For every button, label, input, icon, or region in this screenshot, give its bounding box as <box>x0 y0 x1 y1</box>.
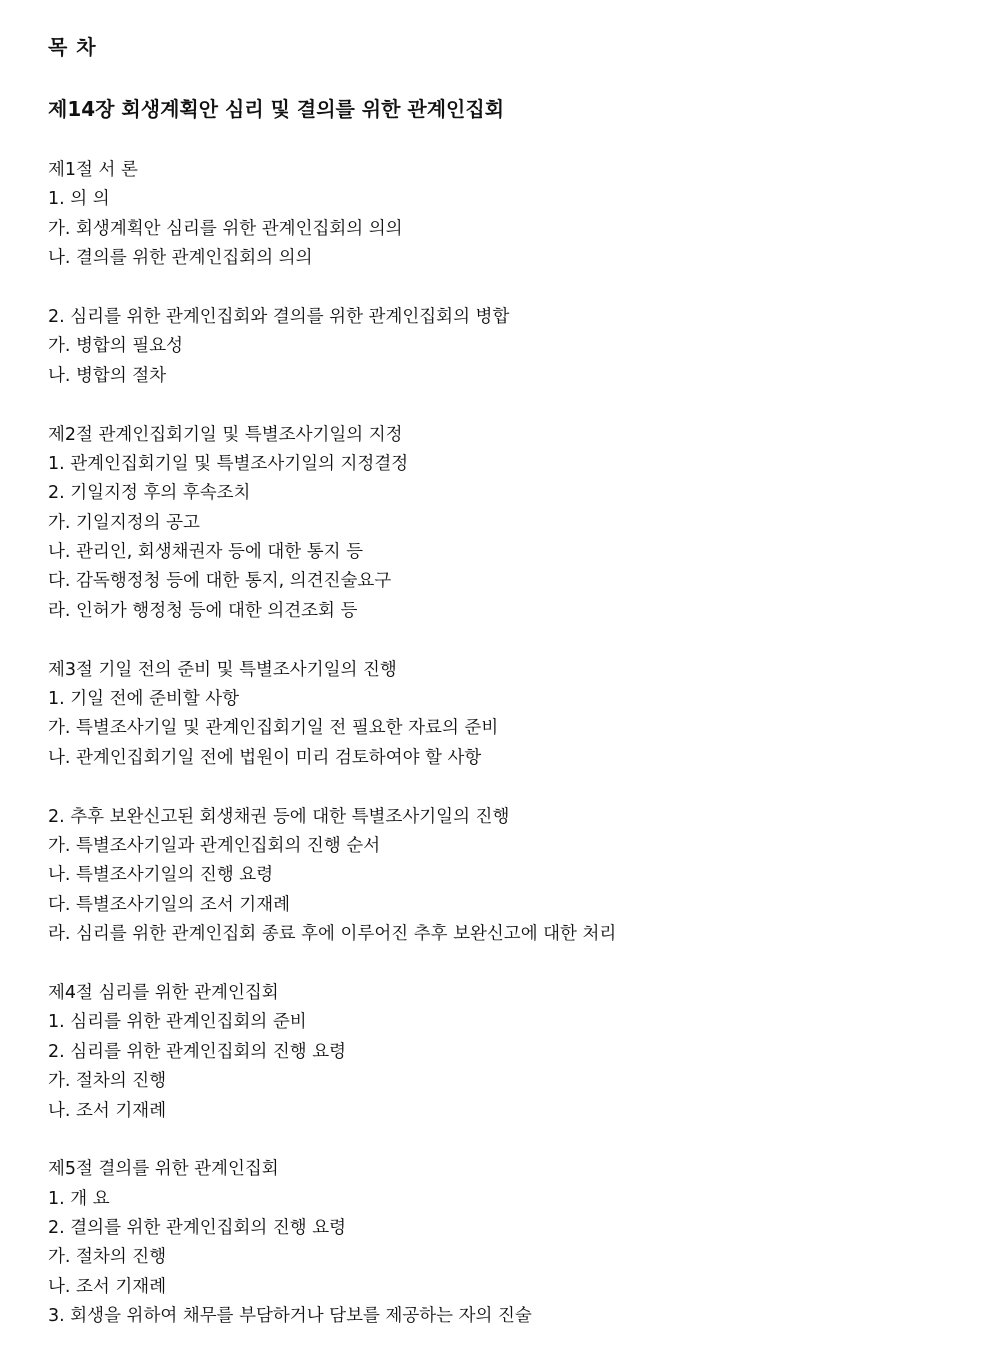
toc-entry: 가. 특별조사기일과 관계인집회의 진행 순서 <box>48 835 381 856</box>
toc-entry: 가. 기일지정의 공고 <box>48 512 200 533</box>
chapter-title: 제14장 회생계획안 심리 및 결의를 위한 관계인집회 <box>48 97 505 121</box>
toc-entry: 다. 특별조사기일의 조서 기재례 <box>48 894 291 915</box>
toc-entry: 나. 관계인집회기일 전에 법원이 미리 검토하여야 할 사항 <box>48 747 482 768</box>
toc-entry: 라. 인허가 행정청 등에 대한 의견조회 등 <box>48 600 358 621</box>
toc-entry: 나. 조서 기재례 <box>48 1276 167 1297</box>
toc-entries <box>48 156 968 1332</box>
toc-entry: 가. 특별조사기일 및 관계인집회기일 전 필요한 자료의 준비 <box>48 718 499 739</box>
toc-entry: 1. 관계인집회기일 및 특별조사기일의 지정결정 <box>48 453 409 474</box>
toc-entry: 다. 감독행정청 등에 대한 통지, 의견진술요구 <box>48 571 392 592</box>
toc-entry: 1. 기일 전에 준비할 사항 <box>48 689 240 710</box>
toc-entry: 나. 조서 기재례 <box>48 1100 167 1121</box>
document-page <box>48 30 968 1361</box>
toc-entry: 제5절 결의를 위한 관계인집회 <box>48 1159 279 1180</box>
toc-entry: 나. 관리인, 회생채권자 등에 대한 통지 등 <box>48 542 363 563</box>
toc-entry: 나. 결의를 위한 관계인집회의 의의 <box>48 248 313 269</box>
toc-section-block <box>48 156 968 274</box>
toc-entry: 나. 특별조사기일의 진행 요령 <box>48 865 274 886</box>
toc-entry: 2. 추후 보완신고된 회생채권 등에 대한 특별조사기일의 진행 <box>48 806 510 827</box>
toc-entry: 가. 절차의 진행 <box>48 1247 167 1268</box>
toc-section-block <box>48 979 968 1126</box>
toc-entry: 가. 절차의 진행 <box>48 1071 167 1092</box>
toc-heading: 목 차 <box>48 35 97 59</box>
toc-entry: 라. 심리를 위한 관계인집회 종료 후에 이루어진 추후 보완신고에 대한 처리 <box>48 924 617 945</box>
toc-section-block <box>48 1155 968 1331</box>
toc-entry: 2. 기일지정 후의 후속조치 <box>48 483 251 504</box>
toc-section-block <box>48 303 968 391</box>
toc-entry: 2. 결의를 위한 관계인집회의 진행 요령 <box>48 1218 347 1239</box>
toc-entry: 나. 병합의 절차 <box>48 365 167 386</box>
toc-entry: 제2절 관계인집회기일 및 특별조사기일의 지정 <box>48 424 403 445</box>
toc-entry: 가. 병합의 필요성 <box>48 336 184 357</box>
toc-entry: 제1절 서 론 <box>48 160 138 180</box>
toc-entry: 1. 의 의 <box>48 189 110 210</box>
toc-entry: 1. 개 요 <box>48 1188 110 1209</box>
toc-entry: 3. 회생을 위하여 채무를 부담하거나 담보를 제공하는 자의 진술 <box>48 1306 532 1327</box>
toc-section-block <box>48 656 968 774</box>
toc-entry: 2. 심리를 위한 관계인집회와 결의를 위한 관계인집회의 병합 <box>48 306 510 327</box>
toc-section-block <box>48 803 968 950</box>
toc-entry: 제4절 심리를 위한 관계인집회 <box>48 982 279 1003</box>
toc-entry: 1. 심리를 위한 관계인집회의 준비 <box>48 1012 307 1033</box>
toc-entry: 가. 회생계획안 심리를 위한 관계인집회의 의의 <box>48 218 403 239</box>
toc-section-block <box>48 421 968 627</box>
toc-entry: 2. 심리를 위한 관계인집회의 진행 요령 <box>48 1041 347 1062</box>
toc-entry: 제3절 기일 전의 준비 및 특별조사기일의 진행 <box>48 659 397 680</box>
